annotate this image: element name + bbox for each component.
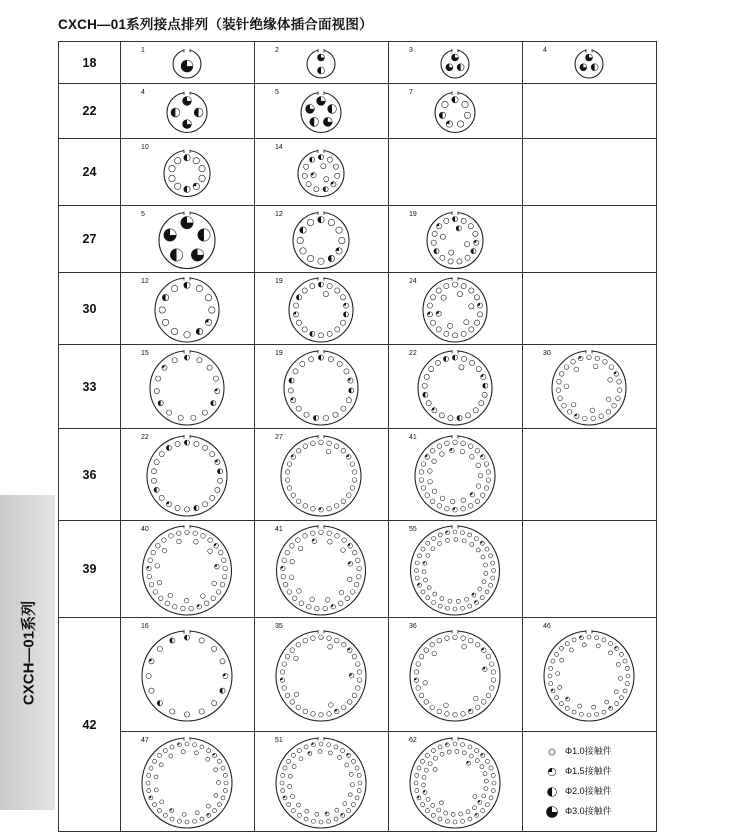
connector-face <box>552 350 626 426</box>
connector-diagram <box>121 139 254 206</box>
contact-symbol-icon <box>545 805 559 819</box>
arrangement-cell <box>389 84 523 139</box>
connector-diagram <box>523 42 656 84</box>
contact-count-label: 47 <box>141 737 149 744</box>
connector-diagram <box>121 206 254 273</box>
connector-face <box>143 525 232 616</box>
legend-item <box>545 784 612 799</box>
connector-face <box>441 49 469 79</box>
contact-count-label: 5 <box>275 89 279 96</box>
contact-count-label: 12 <box>275 211 283 218</box>
contact-symbol-icon <box>545 765 559 779</box>
contact-count-label: 16 <box>141 623 149 630</box>
connector-face <box>289 277 353 343</box>
arrangement-cell <box>523 84 657 139</box>
arrangement-cell <box>389 139 523 206</box>
shell-size-label: 33 <box>59 345 121 429</box>
connector-face <box>155 277 219 343</box>
arrangement-cell <box>121 618 255 732</box>
shell-size-label: 36 <box>59 429 121 521</box>
connector-diagram <box>255 732 388 832</box>
connector-diagram <box>255 521 388 618</box>
connector-diagram <box>255 345 388 429</box>
arrangement-cell <box>255 429 389 521</box>
connector-face <box>173 49 201 79</box>
contact-count-label: 30 <box>543 350 551 357</box>
connector-face <box>410 630 500 722</box>
arrangement-cell <box>121 345 255 429</box>
arrangement-cell <box>121 429 255 521</box>
connector-face <box>307 49 335 79</box>
shell-size-row <box>59 139 657 206</box>
connector-face <box>159 211 215 269</box>
legend-label: Φ1.0接触件 <box>565 746 612 756</box>
shell-size-label: 24 <box>59 139 121 206</box>
connector-diagram <box>255 84 388 139</box>
connector-diagram <box>121 273 254 345</box>
shell-size-label: 22 <box>59 84 121 139</box>
arrangement-cell <box>523 42 657 84</box>
page-title: CXCH—01系列接点排列（装针绝缘体插合面视图） <box>58 17 373 32</box>
arrangement-cell <box>255 273 389 345</box>
side-tab-label: CXCH—01系列 <box>20 600 37 705</box>
legend-label: Φ2.0接触件 <box>565 786 612 796</box>
shell-size-label: 30 <box>59 273 121 345</box>
contact-count-label: 46 <box>543 623 551 630</box>
connector-face <box>142 737 232 829</box>
shell-size-label: 27 <box>59 206 121 273</box>
contact-count-label: 5 <box>141 211 145 218</box>
connector-diagram <box>121 521 254 618</box>
arrangement-cell <box>255 732 389 832</box>
connector-face <box>276 737 366 829</box>
arrangement-cell <box>121 206 255 273</box>
connector-face <box>418 350 492 426</box>
arrangement-cell <box>523 273 657 345</box>
arrangement-cell <box>121 273 255 345</box>
connector-diagram <box>389 618 522 732</box>
arrangement-cell <box>523 732 657 832</box>
contact-count-label: 2 <box>275 47 279 54</box>
connector-face <box>150 350 224 426</box>
legend-item <box>545 764 612 779</box>
arrangement-cell <box>389 732 523 832</box>
contact-count-label: 19 <box>275 278 283 285</box>
connector-diagram <box>523 345 656 429</box>
arrangement-cell <box>121 42 255 84</box>
contact-symbol-icon <box>545 785 559 799</box>
connector-diagram <box>389 732 522 832</box>
contact-count-label: 12 <box>141 278 149 285</box>
arrangement-cell <box>255 618 389 732</box>
connector-diagram <box>121 732 254 832</box>
arrangement-cell <box>255 206 389 273</box>
connector-diagram <box>389 273 522 345</box>
arrangement-cell <box>255 521 389 618</box>
contact-count-label: 14 <box>275 144 283 151</box>
shell-size-label: 18 <box>59 42 121 84</box>
arrangement-cell <box>523 429 657 521</box>
contact-count-label: 41 <box>409 434 417 441</box>
shell-size-row <box>59 206 657 273</box>
arrangement-cell <box>389 345 523 429</box>
connector-face <box>435 91 475 133</box>
connector-face <box>276 630 366 722</box>
shell-size-row <box>59 345 657 429</box>
arrangement-cell <box>389 521 523 618</box>
legend-label: Φ3.0接触件 <box>565 806 612 816</box>
connector-face <box>427 211 483 269</box>
contact-count-label: 41 <box>275 526 283 533</box>
arrangement-cell <box>121 521 255 618</box>
arrangement-cell <box>121 139 255 206</box>
arrangement-cell <box>523 139 657 206</box>
arrangement-cell <box>389 206 523 273</box>
contact-count-label: 19 <box>275 350 283 357</box>
arrangement-cell <box>255 139 389 206</box>
connector-face <box>298 149 344 197</box>
connector-diagram <box>121 42 254 84</box>
connector-diagram <box>255 139 388 206</box>
connector-face <box>411 525 500 616</box>
connector-diagram <box>389 429 522 521</box>
connector-diagram <box>389 521 522 618</box>
connector-diagram <box>255 42 388 84</box>
connector-diagram <box>121 429 254 521</box>
connector-diagram <box>255 206 388 273</box>
arrangement-cell <box>389 273 523 345</box>
legend-item <box>545 804 612 819</box>
legend-label: Φ1.5接触件 <box>565 766 612 776</box>
contact-count-label: 35 <box>275 623 283 630</box>
connector-diagram <box>389 206 522 273</box>
shell-size-label: 39 <box>59 521 121 618</box>
connector-diagram <box>255 429 388 521</box>
contact-count-label: 3 <box>409 47 413 54</box>
contact-count-label: 51 <box>275 737 283 744</box>
connector-diagram <box>389 84 522 139</box>
shell-size-row <box>59 429 657 521</box>
legend-item <box>545 744 612 759</box>
arrangement-cell <box>389 42 523 84</box>
contact-count-label: 1 <box>141 47 145 54</box>
contact-count-label: 22 <box>409 350 417 357</box>
contact-count-label: 4 <box>141 89 145 96</box>
shell-size-row <box>59 273 657 345</box>
connector-face <box>284 350 358 426</box>
contact-count-label: 62 <box>409 737 417 744</box>
connector-face <box>164 149 210 197</box>
shell-size-row <box>59 732 657 832</box>
connector-face <box>277 525 366 616</box>
connector-face <box>281 435 361 517</box>
connector-face <box>301 91 341 133</box>
connector-diagram <box>121 345 254 429</box>
connector-diagram <box>121 84 254 139</box>
connector-face <box>147 435 227 517</box>
contact-count-label: 36 <box>409 623 417 630</box>
connector-diagram <box>523 618 656 732</box>
connector-face <box>415 435 495 517</box>
contact-symbol-icon <box>545 745 559 759</box>
arrangement-cell <box>255 345 389 429</box>
connector-diagram <box>389 42 522 84</box>
connector-face <box>410 737 500 829</box>
series-side-tab <box>0 495 55 810</box>
arrangement-cell <box>121 732 255 832</box>
arrangement-cell <box>121 84 255 139</box>
arrangement-cell <box>389 429 523 521</box>
shell-size-row <box>59 84 657 139</box>
connector-diagram <box>255 273 388 345</box>
contact-count-label: 4 <box>543 47 547 54</box>
arrangement-cell <box>255 42 389 84</box>
shell-size-row <box>59 42 657 84</box>
contact-arrangement-table <box>58 41 657 832</box>
contact-count-label: 24 <box>409 278 417 285</box>
connector-face <box>544 630 634 722</box>
contact-count-label: 7 <box>409 89 413 96</box>
contact-count-label: 40 <box>141 526 149 533</box>
shell-size-row <box>59 521 657 618</box>
connector-face <box>423 277 487 343</box>
arrangement-cell <box>523 345 657 429</box>
contact-count-label: 19 <box>409 211 417 218</box>
connector-diagram <box>389 345 522 429</box>
contact-count-label: 15 <box>141 350 149 357</box>
arrangement-cell <box>523 618 657 732</box>
connector-face <box>575 49 603 79</box>
arrangement-cell <box>523 206 657 273</box>
shell-size-label: 42 <box>59 618 121 832</box>
arrangement-cell <box>255 84 389 139</box>
connector-diagram <box>255 618 388 732</box>
arrangement-cell <box>389 618 523 732</box>
contact-count-label: 10 <box>141 144 149 151</box>
shell-size-row <box>59 618 657 732</box>
connector-face <box>293 211 349 269</box>
contact-count-label: 22 <box>141 434 149 441</box>
contact-count-label: 27 <box>275 434 283 441</box>
arrangement-cell <box>523 521 657 618</box>
connector-face <box>142 630 232 722</box>
contact-count-label: 55 <box>409 526 417 533</box>
connector-diagram <box>121 618 254 732</box>
connector-face <box>167 91 207 133</box>
